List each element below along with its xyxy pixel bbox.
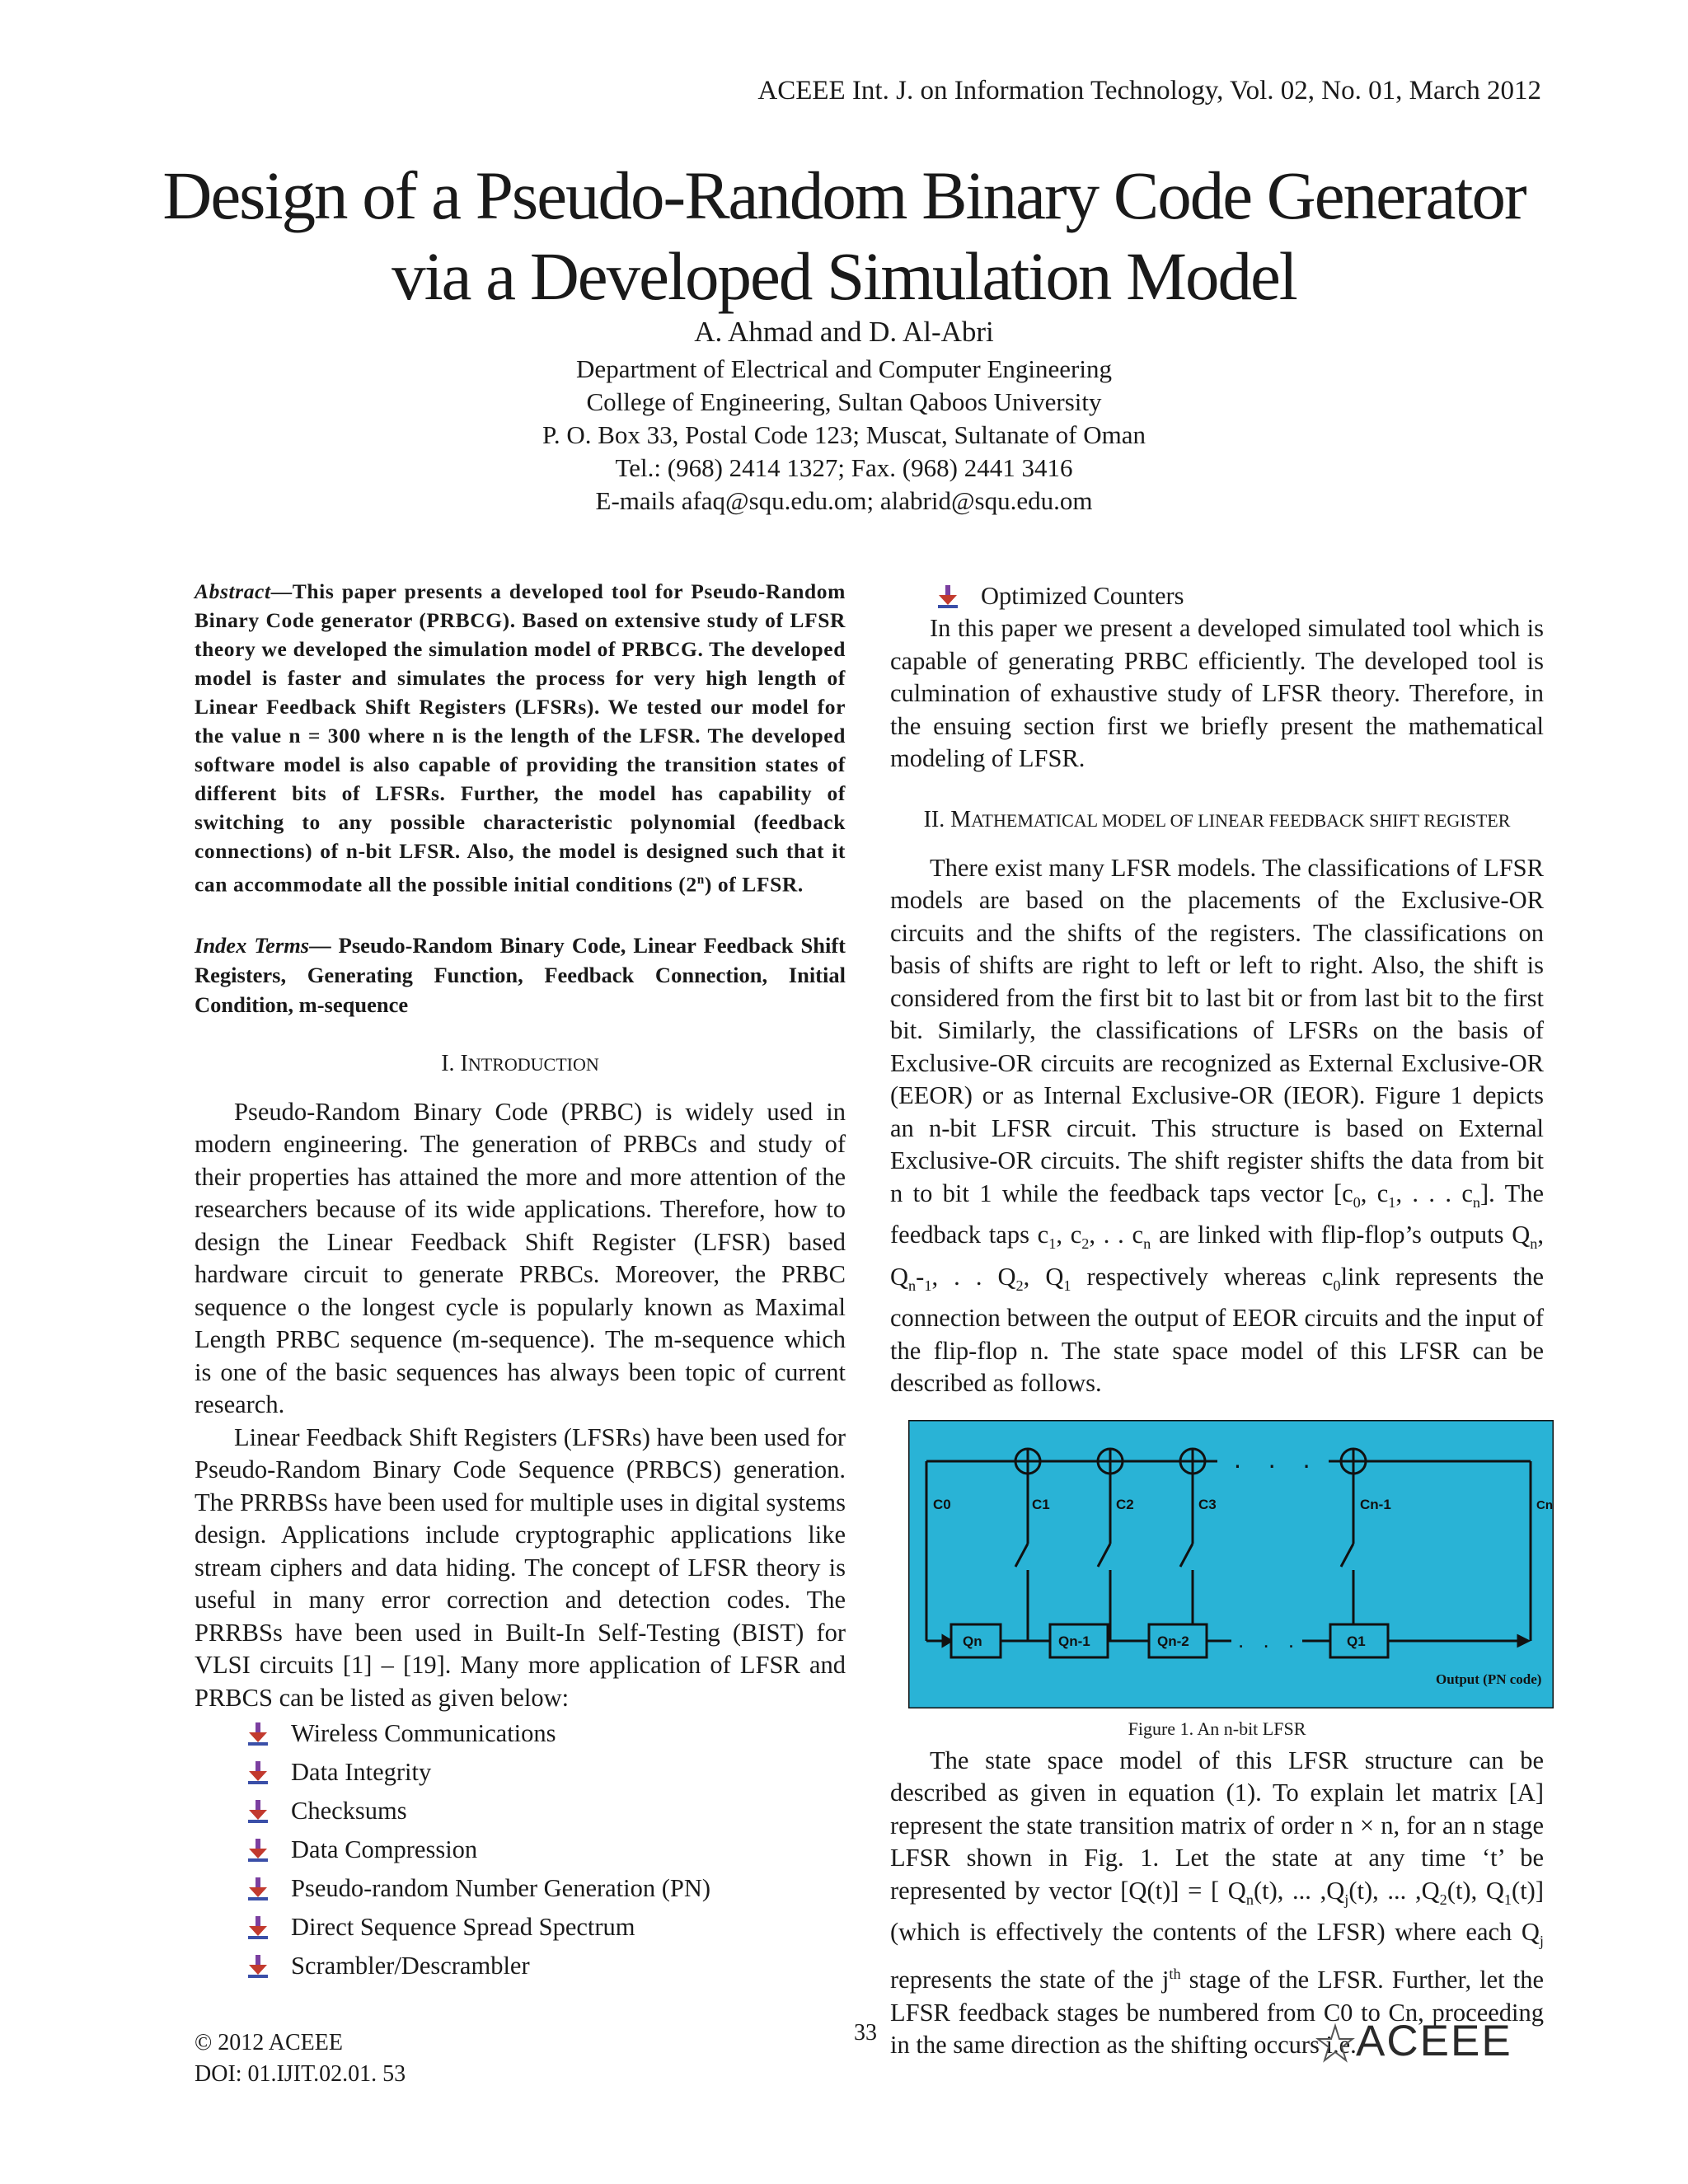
figure-background xyxy=(908,1420,1554,1708)
register-label: Qn-1 xyxy=(1058,1633,1090,1649)
applications-list-continued xyxy=(890,577,1544,616)
intro-paragraph-1: Pseudo-Random Binary Code (PRBC) is widely used in modern engineering. The generation of PRBCs and study of their properties has attained the more and more attention of the researchers because of its wide applications. Therefore, how to design the Linear Feedback Shift Register (LFSR) based hardware circuit to generate PRBCs. Moreover, the PRBC sequence o the longest cycle is popularly known as Maximal Length PRBC sequence (m-sequence). The m-sequence which is one of the basic sequences has always been topic of current research. xyxy=(195,1097,846,1418)
register-label: Q1 xyxy=(1347,1633,1366,1649)
bullet-arrow-icon xyxy=(246,1722,270,1746)
list-item: Data Compression xyxy=(246,1830,846,1869)
doi: DOI: 01.IJIT.02.01. 53 xyxy=(195,2061,406,2087)
tap-label: C2 xyxy=(1116,1496,1134,1512)
bullet-arrow-icon xyxy=(246,1877,270,1900)
list-item: Optimized Counters xyxy=(936,577,1544,616)
affiliation-line: Tel.: (968) 2414 1327; Fax. (968) 2441 3416 xyxy=(615,453,1073,482)
list-item: Direct Sequence Spread Spectrum xyxy=(246,1908,846,1947)
tap-label: C0 xyxy=(933,1496,951,1512)
authors: A. Ahmad and D. Al-Abri xyxy=(694,316,994,348)
tap-label: Cn xyxy=(1536,1497,1553,1512)
page-number: 33 xyxy=(854,2020,877,2046)
affiliation-line: P. O. Box 33, Postal Code 123; Muscat, Sultanate of Oman xyxy=(542,420,1146,449)
bullet-arrow-icon xyxy=(246,1916,270,1939)
figure-dots: . . . xyxy=(1234,1443,1320,1474)
model-paragraph-2: The state space model of this LFSR structure can be described as given in equation (1). To explain let matrix [A] represent the state transition matrix of order n × n, for an n stage LFSR shown in Fig. 1. Let the state at any time ‘t’ be represented by vector [Q(t)] = [ $Q_n(t)$, ... $,Q_j(t)$, ... $,Q_2(t)$, $Q_1(t)$] (which is effectively the contents of the LFSR) where each $Q_j$ represents the state of the $j^{th}$ stage of the LFSR. Further, let the LFSR feedback stages be numbered from C0 to Cn, proceeding in the same direction as the shifting occurs i.e. xyxy=(890,1746,1544,2060)
paper-title xyxy=(0,155,1688,316)
list-item: Checksums xyxy=(246,1792,846,1830)
list-item: Data Integrity xyxy=(246,1753,846,1792)
left-column xyxy=(195,577,846,1985)
model-paragraph-1: There exist many LFSR models. The classifications of LFSR models are based on the placements of the Exclusive-OR circuits and the shifts of the registers. The classifications on basis of shifts are right to left or left to right. Also, the shift is considered from the first bit to last bit or from last bit to the first bit. Similarly, the classifications of LFSRs on the basis of Exclusive-OR circuits are recognized as External Exclusive-OR (EEOR) or as Internal Exclusive-OR (IEOR). Figure 1 depicts an n-bit LFSR circuit. This structure is based on External Exclusive-OR circuits. The shift register shifts the data from bit n to bit 1 while the feedback taps vector [$c_0$, $c_1$, . . . $c_n$]. The feedback taps $c_1$, $c_2$, . . $c_n$ are linked with flip-flop’s outputs $Q_n$, $Q_n-_1$, . . $Q_2$, $Q_1$ respectively whereas $c_0link$ represents the connection between the output of EEOR circuits and the input of the flip-flop n. The state space model of this LFSR can be described as follows. xyxy=(890,853,1544,1398)
intro-paragraph-2: Linear Feedback Shift Registers (LFSRs) have been used for Pseudo-Random Binary Code Sequence (PRBCS) generation. The PRRBSs have been used for multiple uses in digital systems design. Applications include cryptographic applications like stream ciphers and data hiding. The concept of LFSR theory is useful in many error correction and detection codes. The PRRBSs have been used in Built-In Self-Testing (BIST) for VLSI circuits [1] – [19]. Many more application of LFSR and PRBCS can be listed as given below: xyxy=(195,1422,846,1712)
title-line-1: Design of a Pseudo-Random Binary Code Generator xyxy=(162,157,1526,233)
xor-gate-2 xyxy=(1098,1449,1123,1474)
xor-gate-1 xyxy=(1015,1449,1040,1474)
section-heading-mathematical-model: II. MATHEMATICAL MODEL OF LINEAR FEEDBACK SHIFT REGISTER xyxy=(923,806,1511,832)
output-label: Output (PN code) xyxy=(1436,1671,1542,1687)
register-label: Qn-2 xyxy=(1157,1633,1189,1649)
abstract xyxy=(195,577,846,899)
aceee-logo xyxy=(1315,2017,1545,2065)
applications-list xyxy=(195,1714,846,1985)
affiliation xyxy=(0,353,1688,518)
tap-label: C3 xyxy=(1198,1496,1217,1512)
bullet-arrow-icon xyxy=(246,1800,270,1823)
footer-copyright xyxy=(195,2027,406,2090)
register-dots: . . . xyxy=(1238,1627,1301,1652)
tap-label: C1 xyxy=(1032,1496,1050,1512)
index-terms xyxy=(195,930,846,1019)
bullet-arrow-icon xyxy=(246,1761,270,1784)
figure-caption: Figure 1. An n-bit LFSR xyxy=(1128,1718,1306,1739)
list-item: Wireless Communications xyxy=(246,1714,846,1753)
abstract-text: —This paper presents a developed tool for Pseudo-Random Binary Code generator (PRBCG). Based on extensive study of LFSR theory we developed the simulation model of PRBCG. The developed model is faster and simulates the process for very high length of Linear Feedback Shift Registers (LFSRs). We tested our model for the value n = 300 where n is the length of the LFSR. The developed software model is also capable of providing the transition states of different bits of LFSRs. Further, the model has capability of switching to any possible characteristic polynomial (feedback connections) of n-bit LFSR. Also, the model is designed such that it can accommodate all the possible initial conditions (2 xyxy=(195,579,846,897)
bullet-arrow-icon xyxy=(246,1955,270,1978)
logo-text: ACEEE xyxy=(1356,2017,1512,2065)
section-heading-introduction: I. INTRODUCTION xyxy=(441,1050,599,1076)
affiliation-line: Department of Electrical and Computer Engineering xyxy=(576,354,1112,383)
affiliation-line: E-mails afaq@squ.edu.om; alabrid@squ.edu.om xyxy=(595,486,1093,515)
right-column xyxy=(890,577,1553,2062)
title-line-2: via a Developed Simulation Model xyxy=(392,238,1296,314)
abstract-text-end: ) of LFSR. xyxy=(704,872,804,897)
register-label: Qn xyxy=(963,1633,982,1649)
xor-gate-3 xyxy=(1180,1449,1205,1474)
index-terms-text: — Pseudo-Random Binary Code, Linear Feedback Shift Registers, Generating Function, Feedback Connection, Initial Condition, m-sequence xyxy=(195,932,846,1017)
abstract-label: Abstract xyxy=(195,579,271,603)
logo-star-icon xyxy=(1315,2022,1356,2064)
xor-gate-n xyxy=(1341,1449,1366,1474)
index-terms-label: Index Terms xyxy=(195,932,310,958)
tap-label: Cn-1 xyxy=(1360,1496,1391,1512)
bullet-arrow-icon xyxy=(936,585,959,608)
journal-header: ACEEE Int. J. on Information Technology, Vol. 02, No. 01, March 2012 xyxy=(757,76,1541,105)
list-item: Pseudo-random Number Generation (PN) xyxy=(246,1869,846,1908)
list-item: Scrambler/Descrambler xyxy=(246,1947,846,1985)
affiliation-line: College of Engineering, Sultan Qaboos University xyxy=(586,387,1102,416)
lfsr-circuit-figure xyxy=(908,1420,1554,1708)
copyright: © 2012 ACEEE xyxy=(195,2030,343,2055)
intro-paragraph-3: In this paper we present a developed simulated tool which is capable of generating PRBC efficiently. The developed tool is culmination of exhaustive study of LFSR theory. Therefore, in the ensuing section first we briefly present the mathematical modeling of LFSR. xyxy=(890,614,1544,772)
bullet-arrow-icon xyxy=(246,1839,270,1862)
abstract-sup: n xyxy=(696,873,705,887)
